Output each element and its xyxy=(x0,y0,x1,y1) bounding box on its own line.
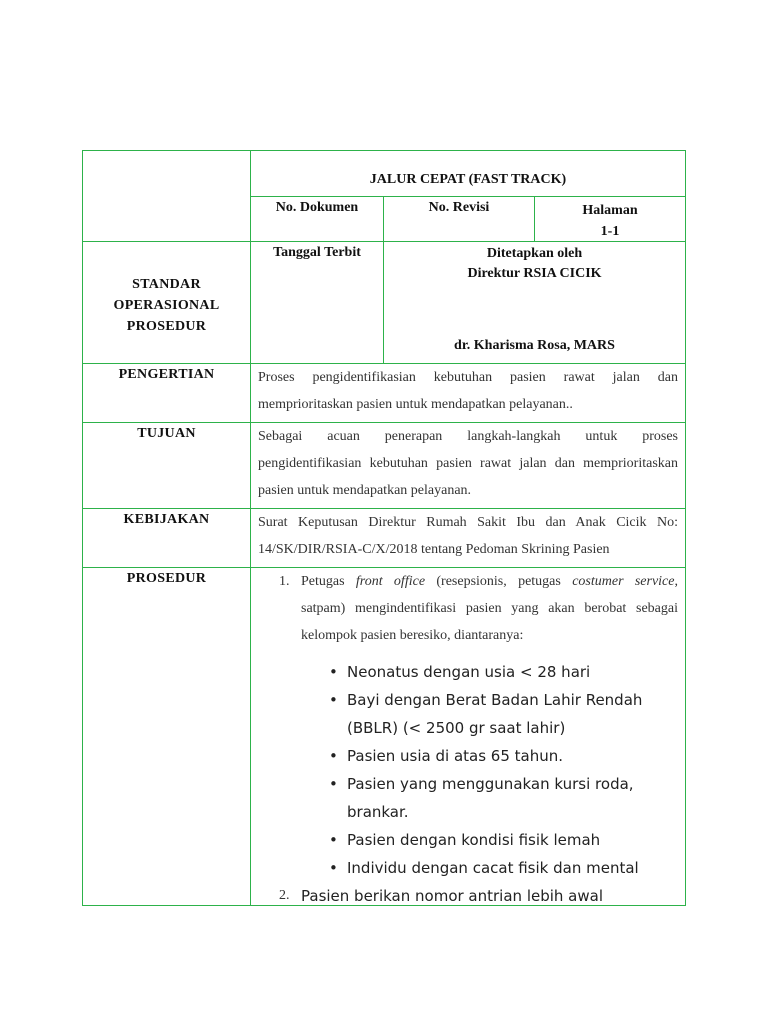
no-revisi-cell xyxy=(383,196,535,242)
tujuan-text-line1: Sebagai acuan penerapan langkah-langkah untuk proses xyxy=(258,429,678,444)
signatory-name: dr. Kharisma Rosa, MARS xyxy=(454,338,615,353)
list-item: • Individu dengan cacat fisik dan mental xyxy=(321,854,678,882)
list-item-continuation: brankar. xyxy=(347,803,409,821)
risk-group-list xyxy=(321,658,678,882)
document-title: JALUR CEPAT (FAST TRACK) xyxy=(369,172,567,187)
prosedur-label-cell xyxy=(82,567,251,906)
sop-label-line1: STANDAR xyxy=(132,277,201,292)
sop-label-cell xyxy=(82,241,251,364)
ditetapkan-label: Ditetapkan oleh xyxy=(486,246,583,261)
kebijakan-label: KEBIJAKAN xyxy=(123,512,210,527)
no-revisi-label: No. Revisi xyxy=(428,200,490,215)
document-title-cell xyxy=(250,150,686,197)
logo-cell xyxy=(82,150,251,242)
step1-text-line2: satpam) mengindentifikasi pasien yang akan berobat sebagai xyxy=(301,601,678,616)
tanggal-terbit-label: Tanggal Terbit xyxy=(273,245,361,260)
pengertian-text: Proses pengidentifikasian kebutuhan pasien rawat jalan dan xyxy=(258,370,678,385)
prosedur-content-cell xyxy=(250,567,686,906)
list-item: • Pasien usia di atas 65 tahun. xyxy=(321,742,678,770)
pengertian-label-cell xyxy=(82,363,251,423)
no-dokumen-label: No. Dokumen xyxy=(275,200,359,215)
costumer-service-term: costumer service xyxy=(572,574,675,589)
halaman-label: Halaman xyxy=(582,203,638,218)
list-item: • Pasien yang menggunakan kursi roda, xyxy=(321,770,678,798)
bullet-icon: • xyxy=(329,691,338,709)
front-office-term: front office xyxy=(355,574,426,589)
list-item-continuation: (BBLR) (< 2500 gr saat lahir) xyxy=(347,719,566,737)
bullet-icon: • xyxy=(329,747,338,765)
bullet-icon: • xyxy=(329,831,338,849)
bullet-icon: • xyxy=(329,663,338,681)
step1-text: Petugas front office (resepsionis, petugas costumer service, xyxy=(301,574,678,589)
kebijakan-text-line1: Surat Keputusan Direktur Rumah Sakit Ibu dan Anak Cicik No: xyxy=(258,515,678,530)
bullet-icon: • xyxy=(329,775,338,793)
tujuan-label-cell xyxy=(82,422,251,509)
kebijakan-text-line2: 14/SK/DIR/RSIA-C/X/2018 tentang Pedoman Skrining Pasien xyxy=(258,542,610,557)
halaman-cell xyxy=(534,196,686,242)
tujuan-text-line2: pengidentifikasian kebutuhan pasien rawat jalan dan memprioritaskan xyxy=(258,456,678,471)
pengertian-content-cell xyxy=(250,363,686,423)
sop-label-line3: PROSEDUR xyxy=(126,319,207,334)
list-item: • Neonatus dengan usia < 28 hari xyxy=(321,658,678,686)
step2-text: Pasien berikan nomor antrian lebih awal xyxy=(301,887,603,905)
kebijakan-label-cell xyxy=(82,508,251,568)
tujuan-label: TUJUAN xyxy=(137,426,196,441)
tujuan-text-line3: pasien untuk mendapatkan pelayanan. xyxy=(258,483,472,498)
prosedur-label: PROSEDUR xyxy=(126,571,207,586)
tanggal-terbit-cell xyxy=(250,241,384,364)
step2-number: 2. xyxy=(279,888,290,903)
ditetapkan-role: Direktur RSIA CICIK xyxy=(467,266,602,281)
ditetapkan-cell xyxy=(383,241,686,364)
step1-number: 1. xyxy=(279,574,290,589)
list-item: • Pasien dengan kondisi fisik lemah xyxy=(321,826,678,854)
halaman-value: 1-1 xyxy=(600,224,620,239)
step1-text-line3: kelompok pasien beresiko, diantaranya: xyxy=(301,628,524,643)
pengertian-text-line2: memprioritaskan pasien untuk mendapatkan pelayanan.. xyxy=(258,397,573,412)
kebijakan-content-cell xyxy=(250,508,686,568)
sop-label-line2: OPERASIONAL xyxy=(113,298,220,313)
tujuan-content-cell xyxy=(250,422,686,509)
pengertian-label: PENGERTIAN xyxy=(118,367,215,382)
bullet-icon: • xyxy=(329,859,338,877)
no-dokumen-cell xyxy=(250,196,384,242)
list-item: • Bayi dengan Berat Badan Lahir Rendah xyxy=(321,686,678,714)
sop-document-table xyxy=(82,150,686,906)
